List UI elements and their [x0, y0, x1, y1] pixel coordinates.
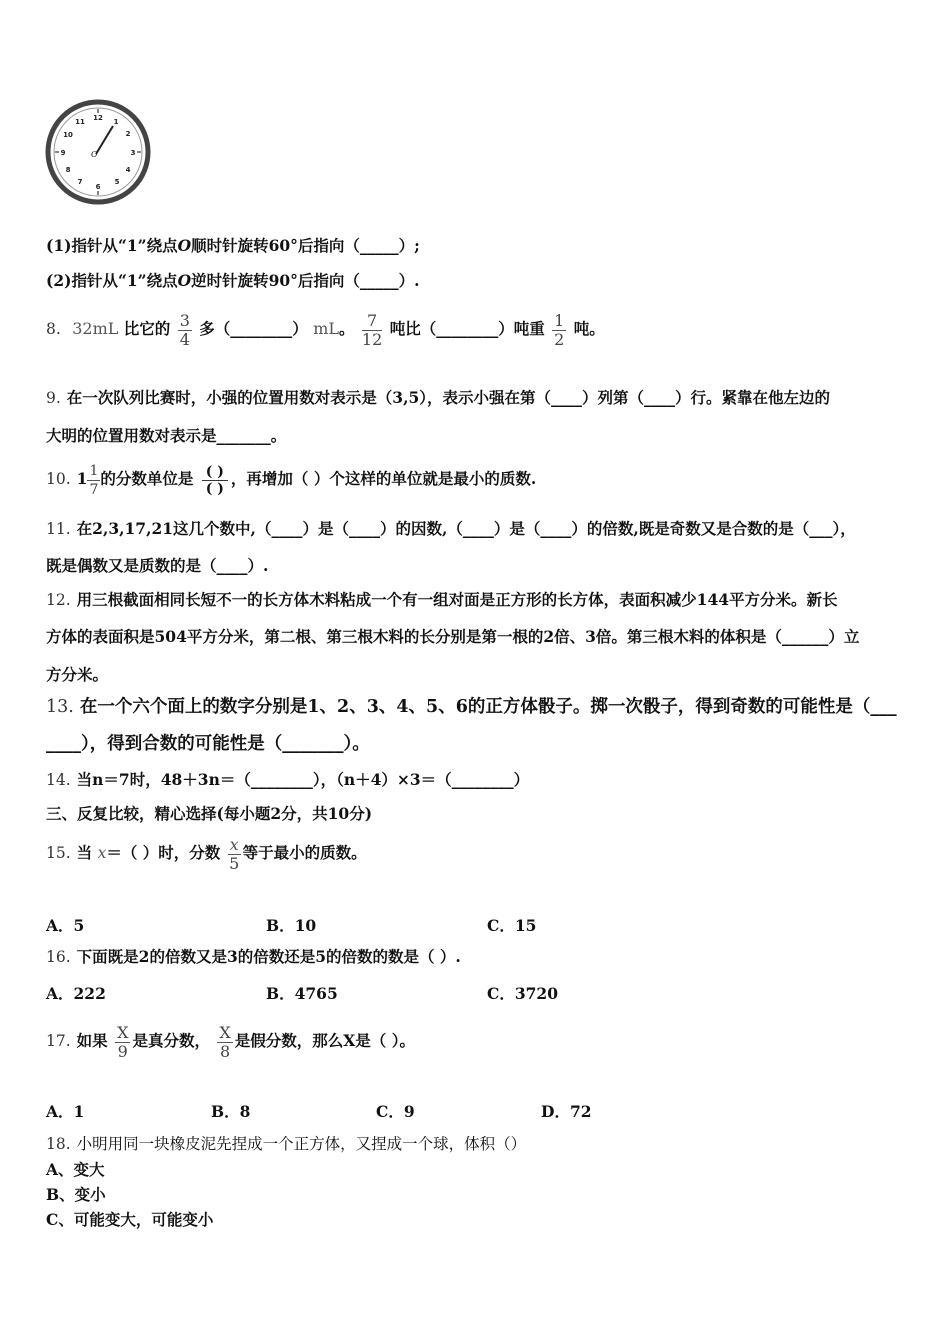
- clock-figure: [44, 98, 152, 206]
- q17-option-a[interactable]: A．1: [46, 1102, 85, 1121]
- clock-label-1: 1: [113, 118, 119, 126]
- clock-label-4: 4: [125, 166, 131, 174]
- question-14: 14. 当n＝7时，48＋3n＝（________），（n＋4）×3＝（________）: [46, 770, 530, 789]
- q18-option-c[interactable]: C、可能变大，可能变小: [46, 1210, 214, 1229]
- clock-label-8: 8: [65, 166, 71, 174]
- q15-option-a[interactable]: A．5: [46, 916, 85, 935]
- clock-label-10: 10: [63, 131, 73, 139]
- question-9-line2: 大明的位置用数对表示是_______。: [46, 426, 287, 445]
- question-11-line2: 既是偶数又是质数的是（____）.: [46, 556, 269, 575]
- question-12-line1: 12. 用三根截面相同长短不一的长方体木料粘成一个有一组对面是正方形的长方体，表面积减少144平方分米。新长: [46, 590, 838, 609]
- point-O-label: O: [177, 236, 192, 255]
- question-9-line1: 9. 在一次队列比赛时，小强的位置用数对表示是（3,5），表示小强在第（____）列第（____）行。紧靠在他左边的: [46, 388, 831, 407]
- question-12-line3: 方分米。: [46, 665, 109, 684]
- question-11-line1: 11. 在2,3,17,21这几个数中,（____）是（____）的因数,（____）是（____）的倍数,既是奇数又是合数的是（___），: [46, 519, 856, 538]
- fraction-x-5: $\frac{x}{5}$: [229, 834, 240, 873]
- clock-label-7: 7: [77, 178, 83, 186]
- clock-label-2: 2: [125, 130, 131, 138]
- clock-label-11: 11: [75, 118, 85, 126]
- fraction-X-9: $\frac{X}{9}$: [117, 1022, 129, 1061]
- question-15: 15. 当 x＝（ ）时，分数 $\frac{x}{5}$ 等于最小的质数。: [46, 834, 367, 873]
- clock-label-3: 3: [130, 149, 136, 157]
- fraction-3-4: $\frac{3}{4}$: [179, 310, 190, 349]
- question-17: 17. 如果 $\frac{X}{9}$ 是真分数， $\frac{X}{8}$ 是假分数，那么X是（ ）。: [46, 1022, 415, 1061]
- q16-option-b[interactable]: B．4765: [266, 984, 338, 1003]
- fraction-1-7: $\frac{1}{7}$: [89, 462, 99, 498]
- question-12-line2: 方体的表面积是504平方分米，第二根、第三根木料的长分别是第一根的2倍、3倍。第三根木料的体积是（______）立: [46, 627, 860, 646]
- q17-option-b[interactable]: B．8: [211, 1102, 251, 1121]
- q7-part2: (2)指针从“1”绕点O逆时针旋转90°后指向（_____）.: [46, 271, 420, 290]
- fraction-7-12: $\frac{7}{12}$: [361, 310, 383, 349]
- q17-option-c[interactable]: C．9: [376, 1102, 415, 1121]
- question-16: 16. 下面既是2的倍数又是3的倍数还是5的倍数的数是（ ）.: [46, 947, 461, 966]
- clock-label-12: 12: [93, 114, 103, 122]
- q18-option-b[interactable]: B、变小: [46, 1185, 106, 1204]
- question-18: 18. 小明用同一块橡皮泥先捏成一个正方体，又捏成一个球，体积（）: [46, 1135, 527, 1153]
- section-3-heading: 三、反复比较，精心选择(每小题2分，共10分): [46, 804, 373, 823]
- point-O-label: O: [177, 271, 192, 290]
- clock-label-5: 5: [114, 178, 120, 186]
- q16-option-a[interactable]: A．222: [46, 984, 106, 1003]
- blank-fraction: ( ) ( ): [202, 464, 228, 497]
- question-10: 10. 1 $\frac{1}{7}$ 的分数单位是 ( ) ( ) ，再增加（ ）个这样的单位就是最小的质数.: [46, 462, 537, 498]
- clock-label-9: 9: [60, 149, 66, 157]
- q7-part1: (1)指针从“1”绕点O顺时针旋转60°后指向（_____）;: [46, 236, 420, 255]
- clock-center-label: O: [91, 150, 98, 159]
- fraction-1-2: $\frac{1}{2}$: [554, 310, 565, 349]
- question-13-line2: ____），得到合数的可能性是（_______）。: [46, 734, 370, 754]
- q18-option-a[interactable]: A、变大: [46, 1160, 105, 1179]
- question-13-line1: 13. 在一个六个面上的数字分别是1、2、3、4、5、6的正方体骰子。掷一次骰子，得到奇数的可能性是（___: [46, 697, 897, 717]
- q16-option-c[interactable]: C．3720: [487, 984, 558, 1003]
- clock-label-6: 6: [95, 183, 101, 191]
- q15-option-b[interactable]: B．10: [266, 916, 317, 935]
- q15-option-c[interactable]: C．15: [487, 916, 537, 935]
- fraction-X-8: $\frac{X}{8}$: [219, 1022, 231, 1061]
- question-8: 8. 32mL 比它的 $\frac{3}{4}$ 多（________） mL。 $\frac{7}{12}$ 吨比（________）吨重 $\frac{1}{2}$ 吨。: [46, 310, 605, 349]
- q17-option-d[interactable]: D．72: [541, 1102, 592, 1121]
